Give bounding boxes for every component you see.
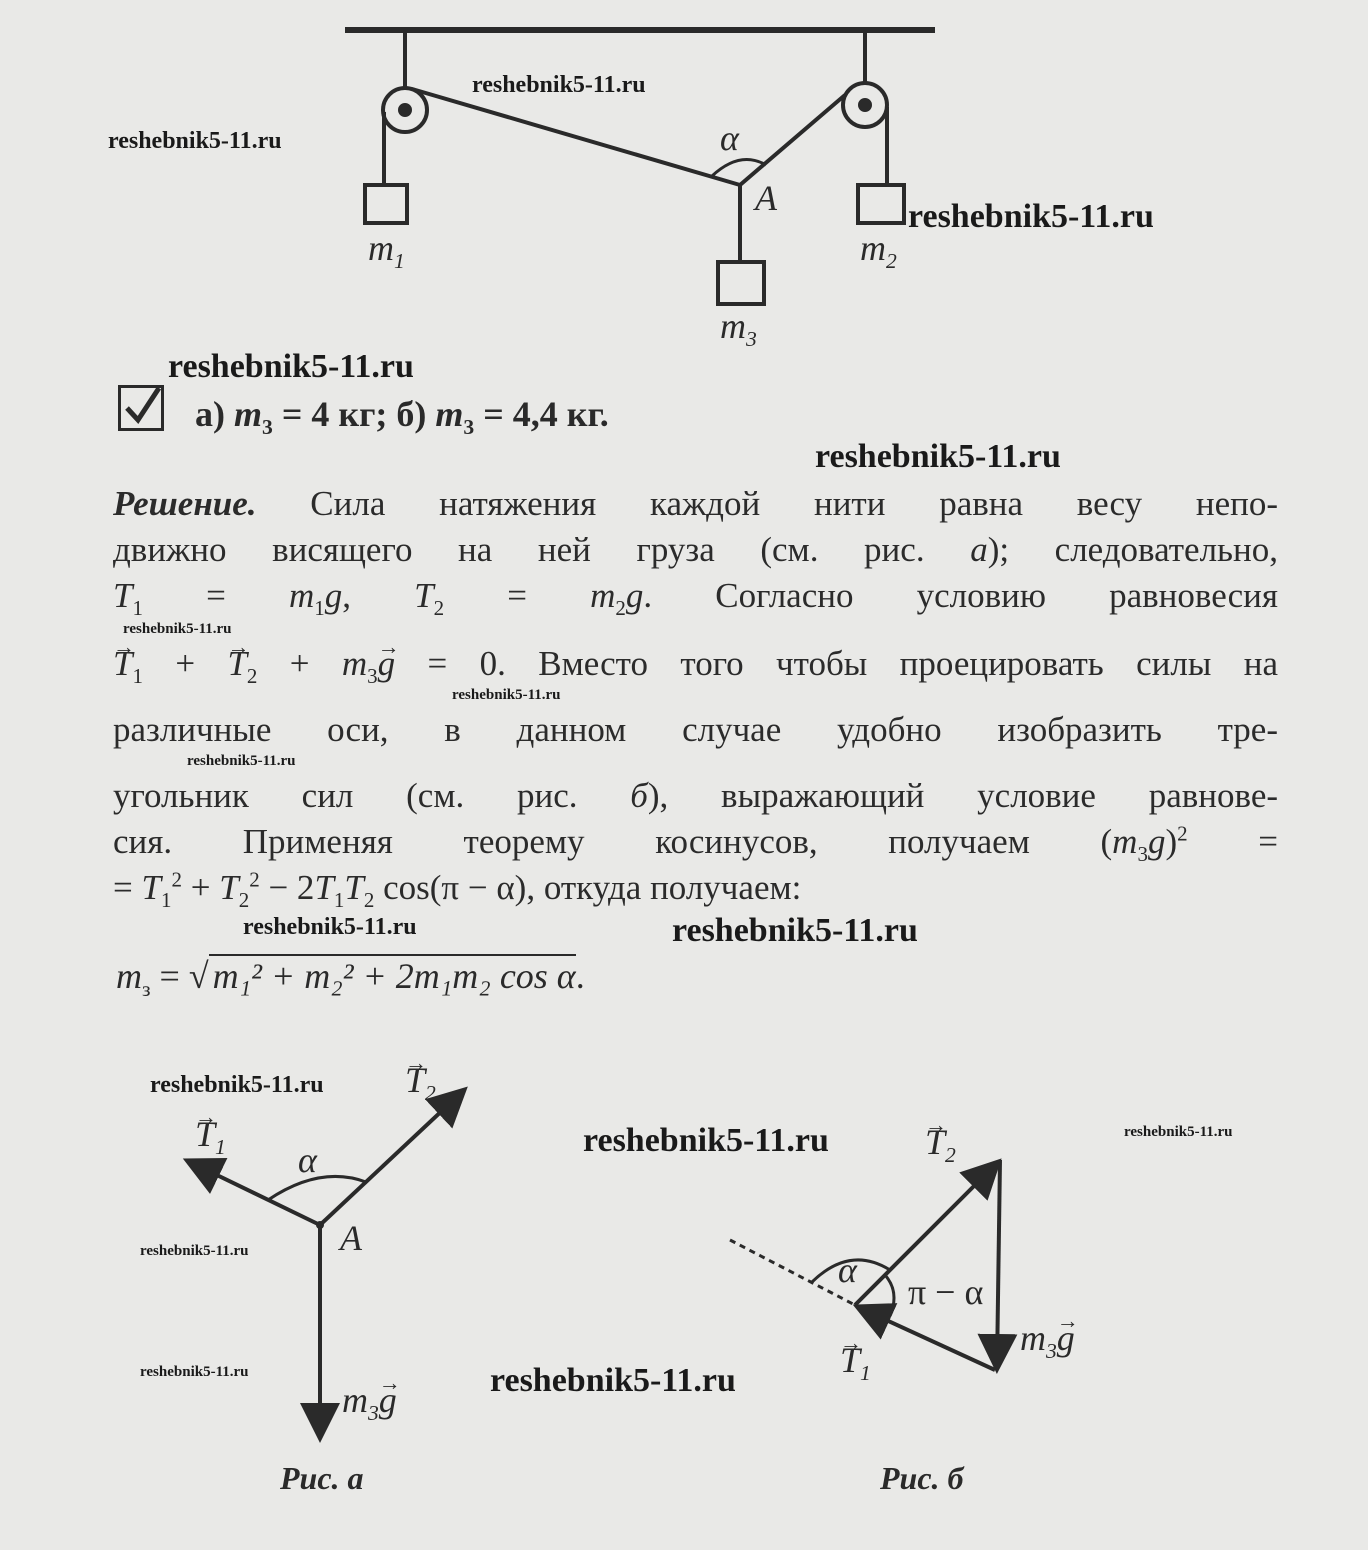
watermark: reshebnik5-11.ru	[187, 753, 296, 769]
force-diagram-a	[0, 1050, 600, 1470]
solution-line	[113, 482, 1278, 526]
text-segment: +	[181, 868, 220, 907]
mass-m2	[858, 185, 904, 223]
text-segment: 2	[249, 867, 260, 892]
text-segment: 1	[314, 596, 325, 620]
text-segment: − 2	[259, 868, 315, 907]
solution-line	[113, 708, 1278, 752]
text-segment: T	[141, 868, 161, 907]
solution-line	[113, 866, 1278, 910]
text-segment: 3	[1137, 842, 1148, 866]
text-segment: 2	[1177, 821, 1188, 846]
text-segment: )	[1165, 822, 1178, 861]
text-segment: T	[219, 868, 239, 907]
text-segment: угольник сил (см. рис.	[113, 776, 631, 815]
caption-fig-b: Рис. б	[880, 1460, 964, 1496]
pulley-diagram	[0, 0, 1368, 360]
text-segment: 2	[246, 664, 258, 688]
label-m3g-a: $m_3\to g$	[342, 1380, 397, 1421]
text-segment: → T	[113, 644, 132, 683]
solution-line	[113, 820, 1278, 864]
text-segment: g	[1147, 822, 1166, 861]
text-segment: 2	[615, 596, 626, 620]
watermark: reshebnik5-11.ru	[583, 1122, 829, 1159]
text-segment: Решение.	[113, 484, 257, 523]
text-segment: 1	[160, 888, 172, 912]
watermark: reshebnik5-11.ru	[150, 1072, 324, 1098]
text-segment: различные оси, в данном случае удобно изобразить тре-	[113, 710, 1278, 749]
text-segment: . Согласно условию равновесия	[643, 576, 1278, 615]
text-segment: 2	[171, 867, 182, 892]
label-m1: $m_1$	[368, 228, 405, 274]
label-alpha-a: α	[298, 1140, 317, 1180]
label-alpha: α	[720, 118, 739, 158]
text-segment: а	[970, 530, 988, 569]
text-segment: =	[113, 868, 142, 907]
label-alpha-b: α	[838, 1250, 857, 1290]
watermark: reshebnik5-11.ru	[472, 72, 646, 98]
watermark: reshebnik5-11.ru	[672, 912, 918, 949]
watermark: reshebnik5-11.ru	[140, 1243, 249, 1259]
text-segment: = 0. Вместо того чтобы проецировать силы на	[395, 644, 1278, 683]
solution-line	[113, 574, 1278, 618]
label-point-a-fig: A	[340, 1218, 362, 1258]
text-segment: Сила натяжения каждой нити равна весу непо-	[256, 484, 1278, 523]
text-segment: → g	[378, 644, 396, 683]
watermark: reshebnik5-11.ru	[908, 198, 1154, 235]
solution-line	[113, 642, 1278, 686]
caption-fig-a: Рис. а	[280, 1460, 364, 1496]
text-segment: =	[1187, 822, 1278, 861]
formula-m3: $m_з$ = √ m₁² + m₂² + 2m₁m₂ cos α.	[116, 956, 585, 1002]
text-segment: 2	[363, 888, 375, 912]
checkbox-checked-icon	[118, 385, 164, 431]
mass-m3	[718, 262, 764, 304]
watermark: reshebnik5-11.ru	[243, 914, 417, 940]
answer: а) $m_3 = 4$ кг; б) $m_3 = 4,4$ кг.	[195, 394, 609, 440]
text-segment: T	[414, 576, 434, 615]
watermark: reshebnik5-11.ru	[140, 1364, 249, 1380]
text-segment: ,	[342, 576, 415, 615]
label-point-a: A	[755, 178, 777, 218]
text-segment: cos(π − α), откуда получаем:	[374, 868, 802, 907]
label-t1-b: → $T_1$	[840, 1340, 871, 1381]
text-segment: 2	[238, 888, 250, 912]
text-segment: T	[113, 576, 133, 615]
label-m3g-b: $m_3\to g$	[1020, 1318, 1075, 1359]
text-segment: 1	[132, 664, 143, 688]
text-segment: 2	[433, 596, 445, 620]
text-segment: б	[630, 776, 648, 815]
text-segment: m	[590, 576, 616, 615]
label-t2-a: → $T_2$	[405, 1060, 436, 1101]
label-m3: $m_3$	[720, 306, 757, 352]
text-segment: =	[142, 576, 289, 615]
watermark: reshebnik5-11.ru	[168, 348, 414, 385]
label-m2: $m_2$	[860, 228, 897, 274]
watermark: reshebnik5-11.ru	[452, 687, 561, 703]
text-segment: T	[344, 868, 364, 907]
text-segment: =	[444, 576, 591, 615]
label-t2-b: → $T_2$	[925, 1122, 956, 1163]
text-segment: g	[625, 576, 644, 615]
text-segment: T	[314, 868, 334, 907]
text-segment: 1	[132, 596, 143, 620]
text-segment: +	[257, 644, 342, 683]
watermark: reshebnik5-11.ru	[108, 128, 282, 154]
text-segment: m	[288, 576, 315, 615]
text-segment: m	[1112, 822, 1138, 861]
text-segment: m	[341, 644, 368, 683]
label-pi-minus-alpha: π − α	[908, 1272, 984, 1312]
force-triangle-b	[700, 1130, 1100, 1400]
text-segment: 3	[367, 664, 378, 688]
text-segment: g	[324, 576, 343, 615]
watermark: reshebnik5-11.ru	[815, 438, 1061, 475]
text-segment: → T	[227, 644, 246, 683]
solution-line	[113, 528, 1278, 572]
text-segment: сия. Применяя теорему косинусов, получаем (	[113, 822, 1113, 861]
text-segment: +	[142, 644, 228, 683]
watermark: reshebnik5-11.ru	[490, 1362, 736, 1399]
text-segment: движно висящего на ней груза (см. рис.	[113, 530, 971, 569]
watermark: reshebnik5-11.ru	[1124, 1124, 1233, 1140]
solution-line	[113, 774, 1278, 818]
watermark: reshebnik5-11.ru	[123, 621, 232, 637]
text-segment: ); следовательно,	[987, 530, 1278, 569]
text-segment: 1	[333, 888, 345, 912]
text-segment: ), выражающий условие равнове-	[647, 776, 1279, 815]
mass-m1	[365, 185, 407, 223]
label-t1-a: → $T_1$	[195, 1114, 226, 1155]
